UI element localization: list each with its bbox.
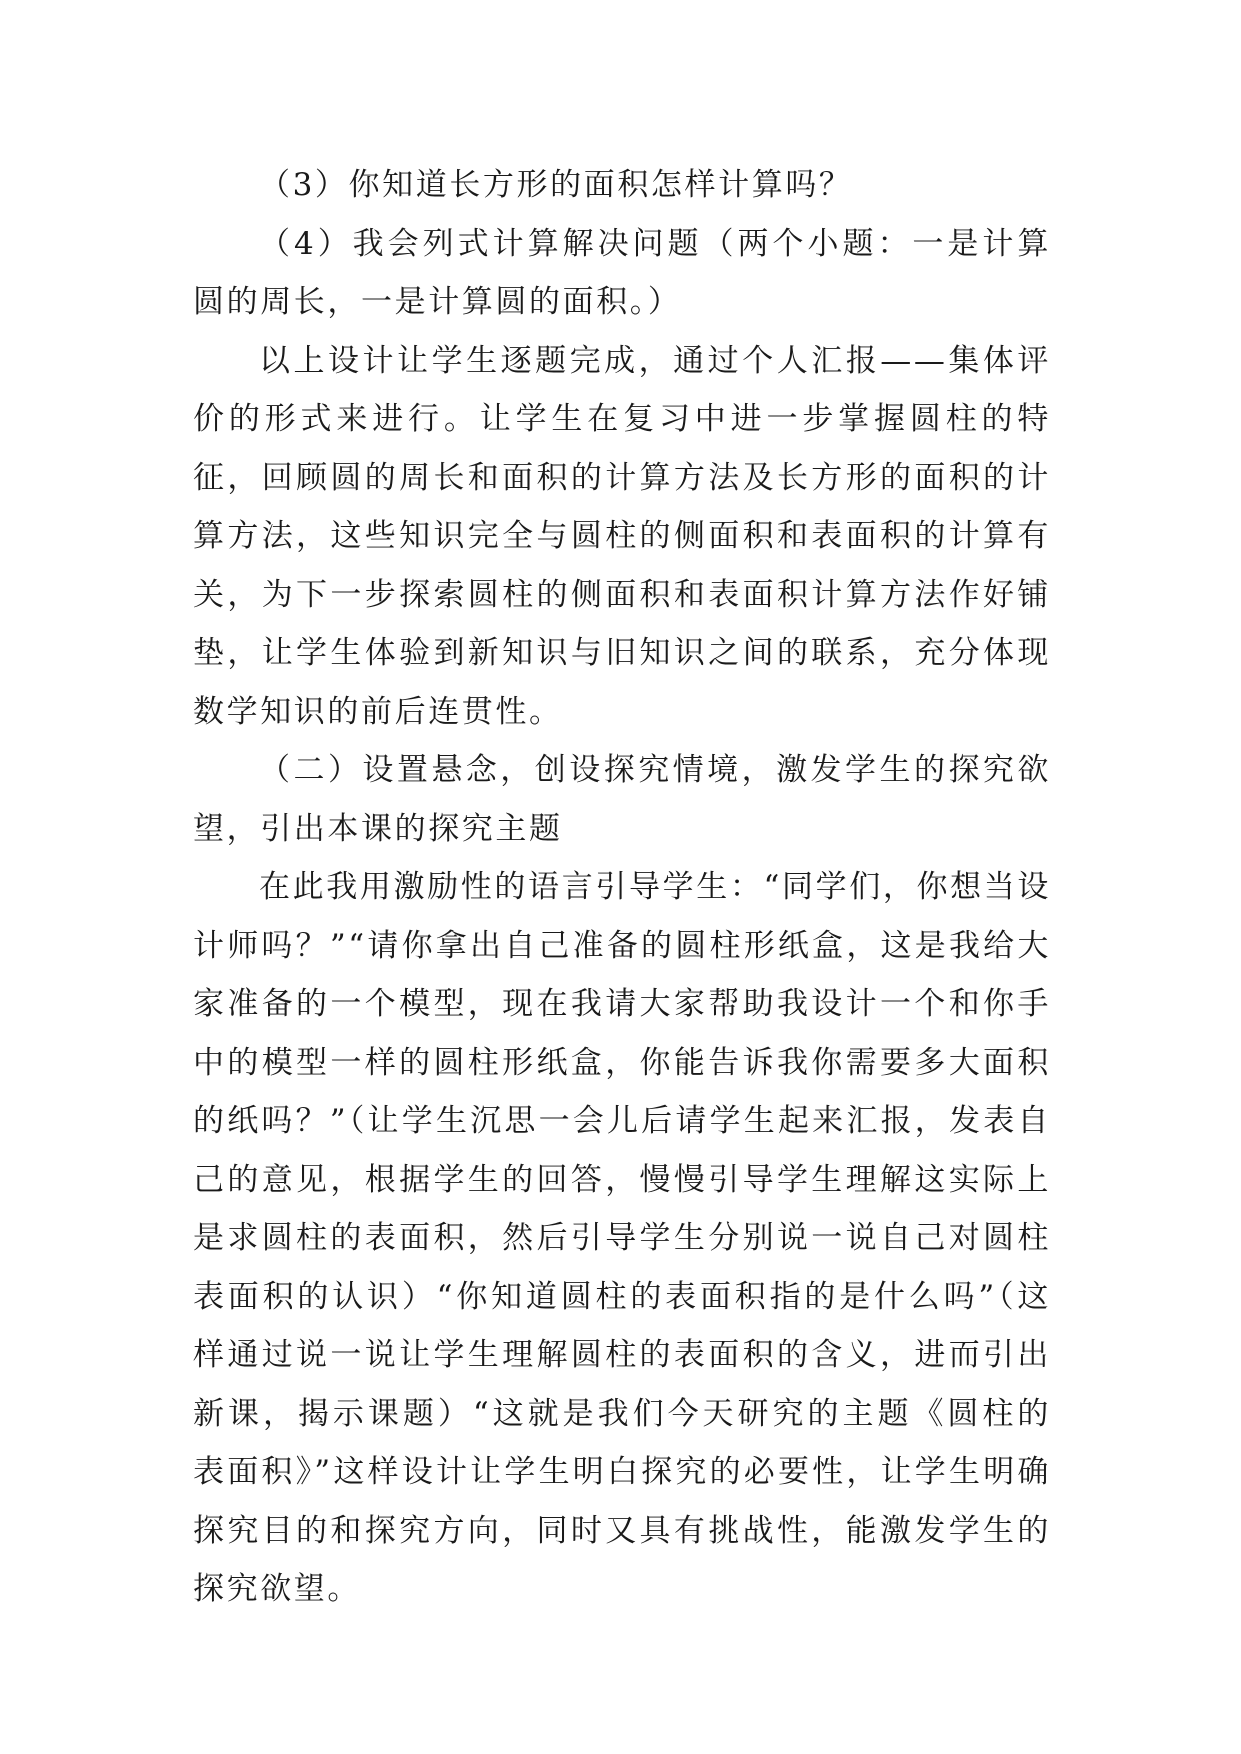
- question-4: （4）我会列式计算解决问题（两个小题：一是计算圆的周长，一是计算圆的面积。）: [193, 225, 1051, 320]
- document-page: [193, 156, 1051, 1619]
- question-3: （3）你知道长方形的面积怎样计算吗？: [259, 167, 853, 203]
- inquiry-paragraph: 在此我用激励性的语言引导学生：“同学们，你想当设计师吗？”“请你拿出自己准备的圆柱形纸盒，这是我给大家准备的一个模型，现在我请大家帮助我设计一个和你手中的模型一样的圆柱形纸盒，你能告诉我你需要多大面积的纸吗？”（让学生沉思一会儿后请学生起来汇报，发表自己的意见，根据学生的回答，慢慢引导学生理解这实际上是求圆柱的表面积，然后引导学生分别说一说自己对圆柱表面积的认识）“你知道圆柱的表面积指的是什么吗”（这样通过说一说让学生理解圆柱的表面积的含义，进而引出新课，揭示课题）“这就是我们今天研究的主题《圆柱的表面积》”这样设计让学生明白探究的必要性，让学生明确探究目的和探究方向，同时又具有挑战性，能激发学生的探究欲望。: [193, 869, 1051, 1607]
- review-design-paragraph: 以上设计让学生逐题完成，通过个人汇报——集体评价的形式来进行。让学生在复习中进一步掌握圆柱的特征，回顾圆的周长和面积的计算方法及长方形的面积的计算方法，这些知识完全与圆柱的侧面积和表面积的计算有关，为下一步探索圆柱的侧面积和表面积计算方法作好铺垫，让学生体验到新知识与旧知识之间的联系，充分体现数学知识的前后连贯性。: [193, 342, 1051, 730]
- section-heading: （二）设置悬念，创设探究情境，激发学生的探究欲望，引出本课的探究主题: [193, 752, 1051, 847]
